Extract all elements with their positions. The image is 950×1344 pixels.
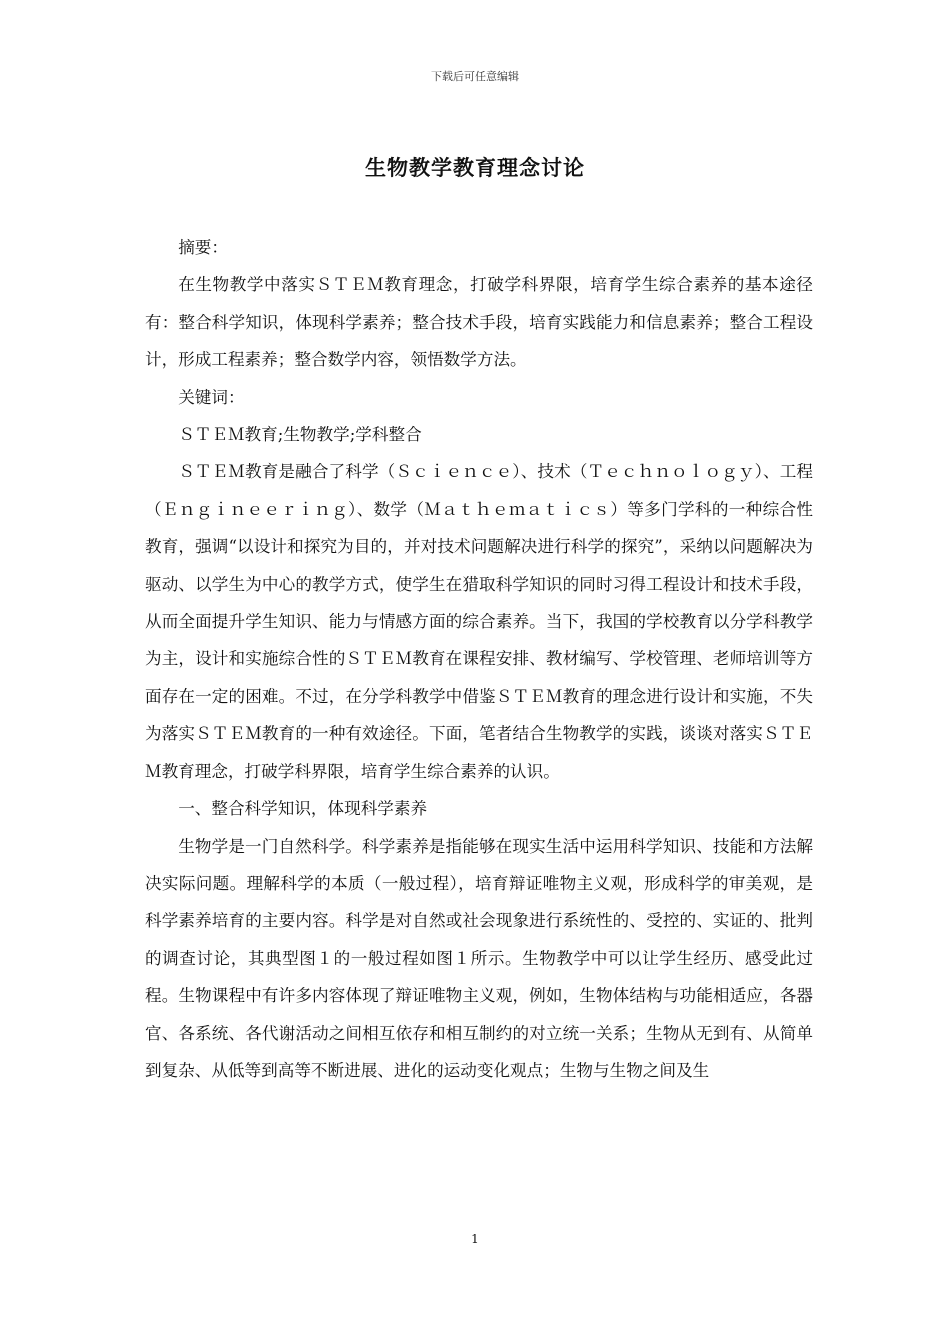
document-body	[145, 229, 813, 1089]
keywords-label: 关键词：	[178, 387, 245, 407]
abstract-label: 摘要：	[178, 238, 228, 257]
section-paragraph: 生物学是一门自然科学。科学素养是指能够在现实生活中运用科学知识、技能和方法解决实际问题。理解科学的本质（一般过程），培育辩证唯物主义观，形成科学的审美观，是科学素养培育的主要内容。科学是对自然或社会现象进行系统性的、受控的、实证的、批判的调查讨论，其典型图１的一般过程如图１所示。生物教学中可以让学生经历、感受此过程。生物课程中有许多内容体现了辩证唯物主义观，例如，生物体结构与功能相适应，各器官、各系统、各代谢活动之间相互依存和相互制约的对立统一关系；生物从无到有、从简单到复杂、从低等到高等不断进展、进化的运动变化观点；生物与生物之间及生	[145, 836, 813, 1080]
intro-paragraph: ＳＴＥＭ教育是融合了科学（Ｓｃｉｅｎｃｅ）、技术（Ｔｅｃｈｎｏｌｏｇｙ）、工程（Ｅｎｇｉｎｅｅｒｉｎｇ）、数学（Ｍａｔｈｅｍａｔｉｃｓ）等多门学科的一种综合性教育，强调“以设计和探究为目的，并对技术问题解决进行科学的探究”，采纳以问题解决为驱动、以学生为中心的教学方式，使学生在猎取科学知识的同时习得工程设计和技术手段，从而全面提升学生知识、能力与情感方面的综合素养。当下，我国的学校教育以分学科教学为主，设计和实施综合性的ＳＴＥＭ教育在课程安排、教材编写、学校管理、老师培训等方面存在一定的困难。不过，在分学科教学中借鉴ＳＴＥＭ教育的理念进行设计和实施，不失为落实ＳＴＥＭ教育的一种有效途径。下面，笔者结合生物教学的实践，谈谈对落实ＳＴＥＭ教育理念，打破学科界限，培育学生综合素养的认识。	[145, 462, 813, 781]
abstract-text: 在生物教学中落实ＳＴＥＭ教育理念，打破学科界限，培育学生综合素养的基本途径有：整合科学知识，体现科学素养；整合技术手段，培育实践能力和信息素养；整合工程设计，形成工程素养；整合数学内容，领悟数学方法。	[145, 275, 813, 370]
page-number: 1	[471, 1232, 479, 1246]
header-note: 下载后可任意编辑	[431, 70, 519, 83]
section-heading: 一、整合科学知识，体现科学素养	[178, 799, 428, 819]
keywords-text: ＳＴＥＭ教育;生物教学;学科整合	[178, 425, 422, 445]
page-title: 生物教学教育理念讨论	[365, 155, 585, 180]
